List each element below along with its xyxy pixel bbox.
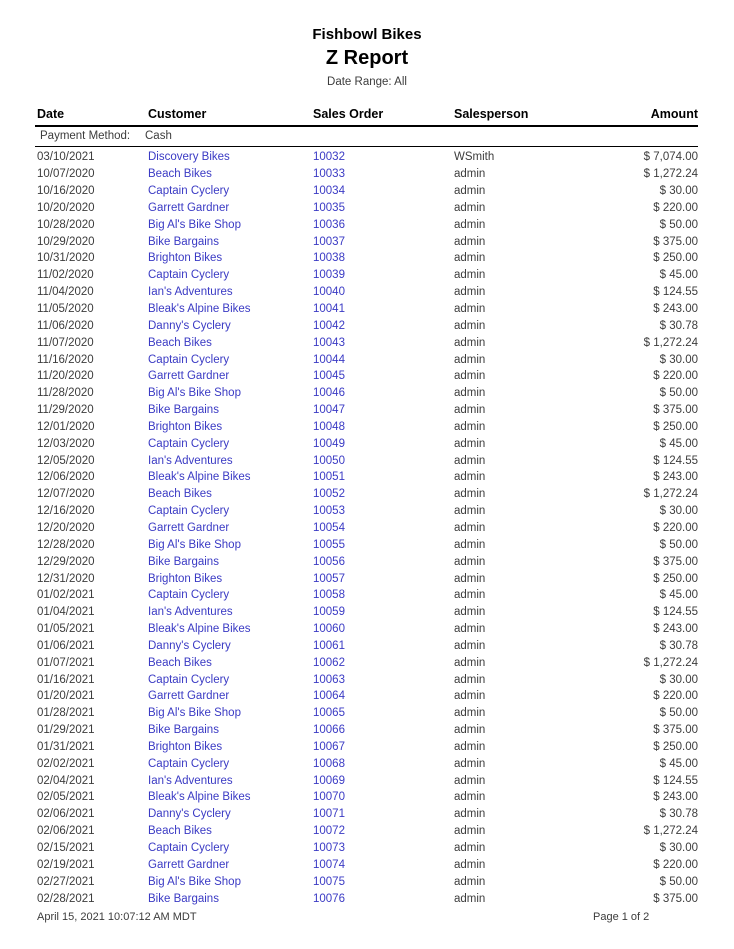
row-amount: $ 30.78	[659, 808, 698, 821]
row-amount: $ 250.00	[653, 740, 698, 753]
sales-order-link[interactable]: 10062	[313, 656, 345, 669]
table-row	[35, 166, 696, 183]
table-row	[35, 890, 696, 907]
row-amount: $ 375.00	[653, 404, 698, 417]
sales-order-link[interactable]: 10050	[313, 454, 345, 467]
row-salesperson: admin	[454, 404, 486, 417]
row-salesperson: admin	[454, 858, 486, 871]
table-row	[35, 469, 696, 486]
table-row	[35, 621, 696, 638]
sales-order-link[interactable]: 10073	[313, 842, 345, 855]
row-amount: $ 1,272.24	[643, 656, 698, 669]
customer-link[interactable]: Danny's Cyclery	[148, 319, 231, 332]
customer-link[interactable]: Ian's Adventures	[148, 454, 233, 467]
row-amount: $ 1,272.24	[643, 336, 698, 349]
customer-link[interactable]: Beach Bikes	[148, 336, 212, 349]
table-row	[35, 536, 696, 553]
customer-link[interactable]: Captain Cyclery	[148, 757, 230, 770]
customer-link[interactable]: Captain Cyclery	[148, 353, 230, 366]
row-salesperson: admin	[454, 690, 486, 703]
row-date: 12/20/2020	[37, 521, 95, 534]
row-salesperson: admin	[454, 235, 486, 248]
customer-link[interactable]: Brighton Bikes	[148, 252, 223, 265]
row-salesperson: admin	[454, 370, 486, 383]
row-salesperson: admin	[454, 488, 486, 501]
row-date: 10/07/2020	[37, 168, 95, 181]
customer-link[interactable]: Big Al's Bike Shop	[148, 875, 241, 888]
row-amount: $ 220.00	[653, 370, 698, 383]
row-salesperson: admin	[454, 842, 486, 855]
table-row	[35, 486, 696, 503]
row-date: 01/06/2021	[37, 639, 95, 652]
row-date: 10/31/2020	[37, 252, 95, 265]
table-row	[35, 149, 696, 166]
row-date: 02/05/2021	[37, 791, 95, 804]
sales-order-link[interactable]: 10042	[313, 319, 345, 332]
sales-order-link[interactable]: 10066	[313, 724, 345, 737]
row-amount: $ 30.00	[659, 842, 698, 855]
row-amount: $ 30.00	[659, 505, 698, 518]
customer-link[interactable]: Bike Bargains	[148, 724, 219, 737]
sales-order-link[interactable]: 10043	[313, 336, 345, 349]
row-date: 12/31/2020	[37, 572, 95, 585]
table-row	[35, 351, 696, 368]
row-amount: $ 1,272.24	[643, 825, 698, 838]
customer-link[interactable]: Discovery Bikes	[148, 151, 230, 164]
row-amount: $ 45.00	[659, 269, 698, 282]
payment-method-label: Payment Method:	[40, 130, 131, 142]
row-salesperson: admin	[454, 740, 486, 753]
sales-order-link[interactable]: 10046	[313, 387, 345, 400]
customer-link[interactable]: Beach Bikes	[148, 825, 212, 838]
row-salesperson: admin	[454, 757, 486, 770]
customer-link[interactable]: Captain Cyclery	[148, 185, 230, 198]
date-range-label: Date Range: All	[327, 76, 407, 88]
row-amount: $ 30.78	[659, 639, 698, 652]
customer-link[interactable]: Bleak's Alpine Bikes	[148, 471, 251, 484]
row-amount: $ 50.00	[659, 387, 698, 400]
column-header-salesperson: Salesperson	[454, 107, 529, 121]
table-row	[35, 520, 696, 537]
row-date: 12/06/2020	[37, 471, 95, 484]
row-amount: $ 1,272.24	[643, 168, 698, 181]
row-date: 01/28/2021	[37, 707, 95, 720]
row-salesperson: admin	[454, 639, 486, 652]
row-date: 01/29/2021	[37, 724, 95, 737]
row-amount: $ 243.00	[653, 623, 698, 636]
row-date: 01/04/2021	[37, 606, 95, 619]
table-row	[35, 688, 696, 705]
table-row	[35, 317, 696, 334]
row-date: 02/28/2021	[37, 892, 95, 905]
table-row	[35, 722, 696, 739]
sales-order-link[interactable]: 10054	[313, 521, 345, 534]
row-salesperson: admin	[454, 656, 486, 669]
sales-order-link[interactable]: 10039	[313, 269, 345, 282]
row-amount: $ 220.00	[653, 690, 698, 703]
row-date: 02/15/2021	[37, 842, 95, 855]
row-salesperson: admin	[454, 724, 486, 737]
customer-link[interactable]: Brighton Bikes	[148, 740, 223, 753]
row-date: 02/06/2021	[37, 825, 95, 838]
sales-order-link[interactable]: 10044	[313, 353, 345, 366]
row-date: 12/07/2020	[37, 488, 95, 501]
customer-link[interactable]: Ian's Adventures	[148, 774, 233, 787]
row-date: 11/29/2020	[37, 404, 94, 417]
sales-order-link[interactable]: 10055	[313, 538, 345, 551]
row-salesperson: admin	[454, 185, 486, 198]
row-date: 10/29/2020	[37, 235, 95, 248]
row-date: 02/19/2021	[37, 858, 95, 871]
row-date: 11/05/2020	[37, 303, 94, 316]
table-row	[35, 604, 696, 621]
table-row	[35, 419, 696, 436]
row-amount: $ 220.00	[653, 521, 698, 534]
customer-link[interactable]: Bleak's Alpine Bikes	[148, 623, 251, 636]
report-title: Z Report	[325, 47, 409, 69]
table-row	[35, 368, 696, 385]
row-salesperson: admin	[454, 387, 486, 400]
sales-order-link[interactable]: 10033	[313, 168, 345, 181]
sales-order-link[interactable]: 10063	[313, 673, 345, 686]
row-salesperson: admin	[454, 555, 486, 568]
customer-link[interactable]: Garrett Gardner	[148, 858, 230, 871]
sales-order-link[interactable]: 10048	[313, 420, 345, 433]
row-date: 11/07/2020	[37, 336, 94, 349]
table-row	[35, 806, 696, 823]
sales-order-link[interactable]: 10071	[313, 808, 345, 821]
row-date: 01/05/2021	[37, 623, 95, 636]
customer-link[interactable]: Beach Bikes	[148, 168, 212, 181]
page-indicator: Page 1 of 2	[593, 911, 650, 923]
row-salesperson: admin	[454, 808, 486, 821]
row-amount: $ 375.00	[653, 555, 698, 568]
row-date: 11/06/2020	[37, 319, 94, 332]
row-salesperson: admin	[454, 319, 486, 332]
payment-method-value: Cash	[145, 130, 172, 142]
table-row	[35, 250, 696, 267]
table-row	[35, 873, 696, 890]
table-row	[35, 301, 696, 318]
customer-link[interactable]: Ian's Adventures	[148, 606, 233, 619]
customer-link[interactable]: Big Al's Bike Shop	[148, 387, 241, 400]
row-amount: $ 124.55	[653, 454, 698, 467]
sales-order-link[interactable]: 10049	[313, 437, 345, 450]
row-salesperson: admin	[454, 875, 486, 888]
row-amount: $ 243.00	[653, 791, 698, 804]
customer-link[interactable]: Beach Bikes	[148, 656, 212, 669]
customer-link[interactable]: Bike Bargains	[148, 892, 219, 905]
table-row	[35, 435, 696, 452]
table-row	[35, 216, 696, 233]
row-salesperson: admin	[454, 572, 486, 585]
row-date: 02/02/2021	[37, 757, 95, 770]
row-amount: $ 30.00	[659, 673, 698, 686]
row-salesperson: admin	[454, 336, 486, 349]
row-amount: $ 7,074.00	[643, 151, 698, 164]
row-date: 11/16/2020	[37, 353, 94, 366]
table-row	[35, 823, 696, 840]
row-amount: $ 1,272.24	[643, 488, 698, 501]
row-date: 12/16/2020	[37, 505, 95, 518]
row-date: 03/10/2021	[37, 151, 95, 164]
row-salesperson: admin	[454, 538, 486, 551]
row-salesperson: admin	[454, 623, 486, 636]
row-salesperson: admin	[454, 774, 486, 787]
sales-order-link[interactable]: 10038	[313, 252, 345, 265]
row-salesperson: admin	[454, 505, 486, 518]
row-amount: $ 375.00	[653, 724, 698, 737]
customer-link[interactable]: Ian's Adventures	[148, 286, 233, 299]
table-row	[35, 856, 696, 873]
customer-link[interactable]: Danny's Cyclery	[148, 639, 231, 652]
sales-order-link[interactable]: 10032	[313, 151, 345, 164]
row-salesperson: admin	[454, 353, 486, 366]
sales-order-link[interactable]: 10034	[313, 185, 345, 198]
row-salesperson: admin	[454, 303, 486, 316]
row-salesperson: admin	[454, 201, 486, 214]
customer-link[interactable]: Captain Cyclery	[148, 589, 230, 602]
customer-link[interactable]: Bike Bargains	[148, 235, 219, 248]
sales-order-link[interactable]: 10056	[313, 555, 345, 568]
sales-order-link[interactable]: 10070	[313, 791, 345, 804]
table-row	[35, 840, 696, 857]
row-date: 11/04/2020	[37, 286, 94, 299]
row-amount: $ 220.00	[653, 201, 698, 214]
column-header-customer: Customer	[148, 107, 207, 121]
customer-link[interactable]: Big Al's Bike Shop	[148, 218, 241, 231]
customer-link[interactable]: Danny's Cyclery	[148, 808, 231, 821]
table-row	[35, 637, 696, 654]
row-amount: $ 124.55	[653, 286, 698, 299]
row-amount: $ 124.55	[653, 606, 698, 619]
table-row	[35, 755, 696, 772]
row-amount: $ 45.00	[659, 589, 698, 602]
row-date: 11/02/2020	[37, 269, 94, 282]
row-amount: $ 124.55	[653, 774, 698, 787]
sales-order-link[interactable]: 10072	[313, 825, 345, 838]
row-date: 01/20/2021	[37, 690, 95, 703]
table-row	[35, 705, 696, 722]
sales-order-link[interactable]: 10036	[313, 218, 345, 231]
sales-order-link[interactable]: 10057	[313, 572, 345, 585]
row-salesperson: admin	[454, 168, 486, 181]
table-row	[35, 402, 696, 419]
row-date: 12/05/2020	[37, 454, 95, 467]
customer-link[interactable]: Captain Cyclery	[148, 437, 230, 450]
customer-link[interactable]: Garrett Gardner	[148, 201, 230, 214]
row-amount: $ 50.00	[659, 707, 698, 720]
row-amount: $ 250.00	[653, 252, 698, 265]
row-salesperson: admin	[454, 420, 486, 433]
row-salesperson: admin	[454, 218, 486, 231]
row-amount: $ 50.00	[659, 875, 698, 888]
row-date: 01/16/2021	[37, 673, 95, 686]
sales-order-link[interactable]: 10068	[313, 757, 345, 770]
table-row	[35, 183, 696, 200]
row-amount: $ 45.00	[659, 437, 698, 450]
row-salesperson: admin	[454, 454, 486, 467]
row-date: 01/31/2021	[37, 740, 95, 753]
row-date: 02/04/2021	[37, 774, 95, 787]
row-date: 11/20/2020	[37, 370, 94, 383]
sales-order-link[interactable]: 10047	[313, 404, 345, 417]
column-header-sales-order: Sales Order	[313, 107, 384, 121]
generated-timestamp: April 15, 2021 10:07:12 AM MDT	[37, 911, 197, 923]
row-salesperson: admin	[454, 471, 486, 484]
table-row	[35, 267, 696, 284]
sales-order-link[interactable]: 10064	[313, 690, 345, 703]
row-amount: $ 243.00	[653, 303, 698, 316]
customer-link[interactable]: Garrett Gardner	[148, 370, 230, 383]
sales-order-link[interactable]: 10037	[313, 235, 345, 248]
sales-order-link[interactable]: 10061	[313, 639, 345, 652]
table-row	[35, 654, 696, 671]
customer-link[interactable]: Garrett Gardner	[148, 690, 230, 703]
row-date: 10/20/2020	[37, 201, 95, 214]
row-salesperson: admin	[454, 707, 486, 720]
row-date: 11/28/2020	[37, 387, 94, 400]
sales-order-link[interactable]: 10058	[313, 589, 345, 602]
table-row	[35, 587, 696, 604]
table-row	[35, 503, 696, 520]
sales-order-link[interactable]: 10045	[313, 370, 345, 383]
sales-order-link[interactable]: 10051	[313, 471, 345, 484]
row-amount: $ 250.00	[653, 420, 698, 433]
row-date: 02/06/2021	[37, 808, 95, 821]
customer-link[interactable]: Brighton Bikes	[148, 420, 223, 433]
row-date: 01/07/2021	[37, 656, 95, 669]
row-salesperson: admin	[454, 252, 486, 265]
row-amount: $ 220.00	[653, 858, 698, 871]
payment-method-group-row	[35, 130, 698, 147]
row-salesperson: admin	[454, 269, 486, 282]
customer-link[interactable]: Big Al's Bike Shop	[148, 707, 241, 720]
row-salesperson: admin	[454, 589, 486, 602]
table-row	[35, 739, 696, 756]
table-row	[35, 789, 696, 806]
row-amount: $ 45.00	[659, 757, 698, 770]
row-salesperson: admin	[454, 286, 486, 299]
table-body	[35, 149, 696, 907]
row-amount: $ 250.00	[653, 572, 698, 585]
sales-order-link[interactable]: 10060	[313, 623, 345, 636]
table-row	[35, 200, 696, 217]
row-amount: $ 30.00	[659, 185, 698, 198]
row-salesperson: admin	[454, 606, 486, 619]
table-row	[35, 284, 696, 301]
row-salesperson: WSmith	[454, 151, 495, 164]
customer-link[interactable]: Big Al's Bike Shop	[148, 538, 241, 551]
table-header-row	[35, 107, 698, 127]
customer-link[interactable]: Bleak's Alpine Bikes	[148, 791, 251, 804]
row-date: 02/27/2021	[37, 875, 95, 888]
table-row	[35, 385, 696, 402]
row-amount: $ 375.00	[653, 235, 698, 248]
table-row	[35, 452, 696, 469]
row-amount: $ 30.78	[659, 319, 698, 332]
customer-link[interactable]: Captain Cyclery	[148, 842, 230, 855]
customer-link[interactable]: Bike Bargains	[148, 555, 219, 568]
sales-order-link[interactable]: 10052	[313, 488, 345, 501]
row-salesperson: admin	[454, 673, 486, 686]
row-salesperson: admin	[454, 437, 486, 450]
table-row	[35, 772, 696, 789]
customer-link[interactable]: Bleak's Alpine Bikes	[148, 303, 251, 316]
sales-order-link[interactable]: 10041	[313, 303, 345, 316]
customer-link[interactable]: Garrett Gardner	[148, 521, 230, 534]
sales-order-link[interactable]: 10076	[313, 892, 345, 905]
table-row	[35, 334, 696, 351]
customer-link[interactable]: Captain Cyclery	[148, 673, 230, 686]
row-date: 01/02/2021	[37, 589, 95, 602]
table-row	[35, 570, 696, 587]
customer-link[interactable]: Bike Bargains	[148, 404, 219, 417]
row-date: 12/28/2020	[37, 538, 95, 551]
table-row	[35, 671, 696, 688]
sales-order-link[interactable]: 10069	[313, 774, 345, 787]
table-row	[35, 233, 696, 250]
row-salesperson: admin	[454, 892, 486, 905]
row-date: 12/29/2020	[37, 555, 95, 568]
row-amount: $ 50.00	[659, 538, 698, 551]
customer-link[interactable]: Beach Bikes	[148, 488, 212, 501]
row-date: 10/28/2020	[37, 218, 95, 231]
row-salesperson: admin	[454, 825, 486, 838]
customer-link[interactable]: Captain Cyclery	[148, 505, 230, 518]
row-amount: $ 30.00	[659, 353, 698, 366]
row-salesperson: admin	[454, 521, 486, 534]
sales-order-link[interactable]: 10059	[313, 606, 345, 619]
sales-order-link[interactable]: 10074	[313, 858, 345, 871]
row-salesperson: admin	[454, 791, 486, 804]
customer-link[interactable]: Brighton Bikes	[148, 572, 223, 585]
table-row	[35, 553, 696, 570]
row-amount: $ 50.00	[659, 218, 698, 231]
sales-order-link[interactable]: 10053	[313, 505, 345, 518]
row-date: 10/16/2020	[37, 185, 95, 198]
column-header-amount: Amount	[650, 107, 698, 121]
column-header-date: Date	[37, 107, 65, 121]
company-name: Fishbowl Bikes	[312, 26, 422, 43]
sales-order-link[interactable]: 10067	[313, 740, 345, 753]
row-amount: $ 375.00	[653, 892, 698, 905]
sales-order-link[interactable]: 10035	[313, 201, 345, 214]
row-amount: $ 243.00	[653, 471, 698, 484]
sales-order-link[interactable]: 10065	[313, 707, 345, 720]
sales-order-link[interactable]: 10075	[313, 875, 345, 888]
row-date: 12/03/2020	[37, 437, 95, 450]
row-date: 12/01/2020	[37, 420, 95, 433]
sales-order-link[interactable]: 10040	[313, 286, 345, 299]
customer-link[interactable]: Captain Cyclery	[148, 269, 230, 282]
